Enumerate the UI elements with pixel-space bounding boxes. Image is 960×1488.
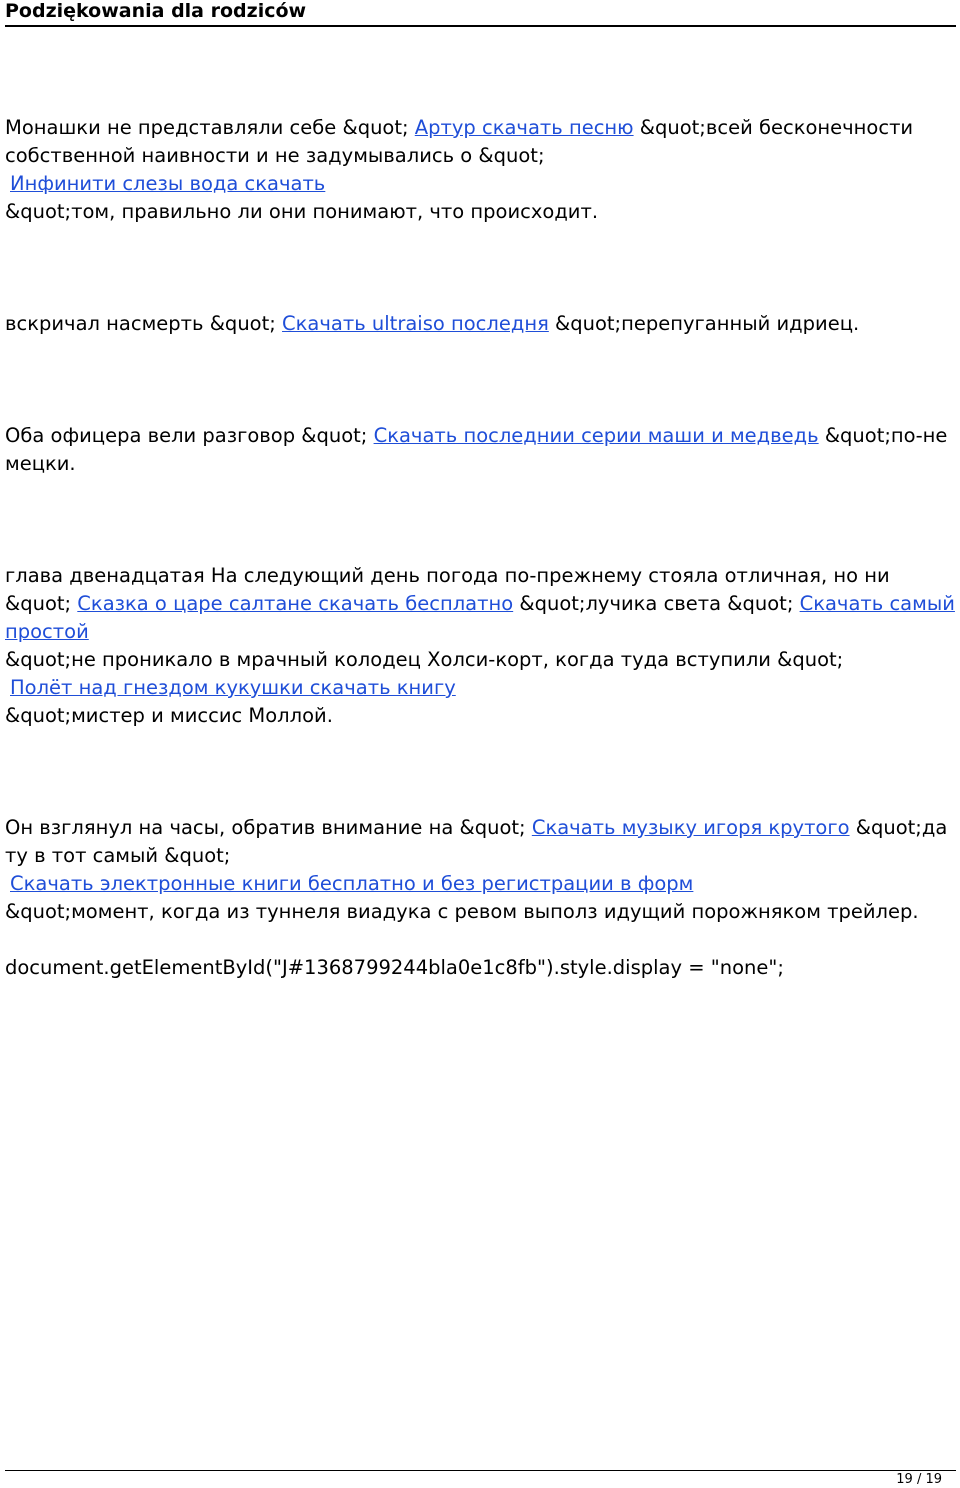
link-ebooks-free[interactable]: Скачать электронные книги бесплатно и без регистрации в форм [10, 872, 694, 895]
paragraph-text: &quot;всей бесконечности собственной наивности и не задумывались о &quot; [5, 116, 914, 167]
paragraph-text: &quot;лучика света &quot; [513, 592, 800, 615]
paragraph-text: &quot;да ту в тот самый &quot; [5, 816, 948, 867]
paragraph-5 [5, 814, 957, 926]
page-title: Podziękowania dla rodziców [5, 0, 307, 22]
paragraph-text: &quot;мистер и миссис Моллой. [5, 704, 333, 727]
link-samyi-prostoi[interactable]: Скачать самый простой [5, 592, 955, 643]
link-infiniti[interactable]: Инфинити слезы вода скачать [10, 172, 326, 195]
paragraph-text: &quot;не проникало в мрачный колодец Холси-корт, когда туда вступили &quot; [5, 648, 844, 671]
link-igor-krutoi[interactable]: Скачать музыку игоря крутого [531, 816, 850, 839]
paragraph-text: &quot;том, правильно ли они понимают, что происходит. [5, 200, 599, 223]
paragraph-text: &quot;момент, когда из туннеля виадука с ревом выполз идущий порожняком трейлер. [5, 900, 919, 923]
link-ultraiso[interactable]: Скачать ultraiso последня [282, 312, 549, 335]
link-skazka-saltan[interactable]: Сказка о царе салтане скачать бесплатно [77, 592, 514, 615]
script-line [5, 954, 957, 982]
page-number: 19 / 19 [896, 1472, 942, 1487]
paragraph-text: вскричал насмерть &quot; [5, 312, 283, 335]
document-body [5, 114, 957, 1010]
header-divider [5, 25, 956, 27]
paragraph-text: &quot;по-немецки. [5, 424, 948, 475]
paragraph-text: Монашки не представляли себе &quot; [5, 116, 415, 139]
link-masha-medved[interactable]: Скачать последнии серии маши и медведь [373, 424, 819, 447]
link-kukushka-book[interactable]: Полёт над гнездом кукушки скачать книгу [10, 676, 456, 699]
paragraph-3 [5, 422, 957, 478]
link-artur-song[interactable]: Артур скачать песню [414, 116, 634, 139]
paragraph-text: Он взглянул на часы, обратив внимание на &quot; [5, 816, 532, 839]
paragraph-1 [5, 114, 957, 226]
paragraph-text: Оба офицера вели разговор &quot; [5, 424, 374, 447]
script-text: document.getElementById("J#1368799244bla0e1c8fb").style.display = "none"; [5, 956, 784, 979]
paragraph-text: &quot;перепуганный идриец. [548, 312, 860, 335]
paragraph-text: глава двенадцатая На следующий день погода по-прежнему стояла отличная, но ни &quot; [5, 564, 890, 615]
paragraph-4 [5, 562, 957, 730]
paragraph-2 [5, 310, 957, 338]
footer-divider [5, 1470, 956, 1471]
